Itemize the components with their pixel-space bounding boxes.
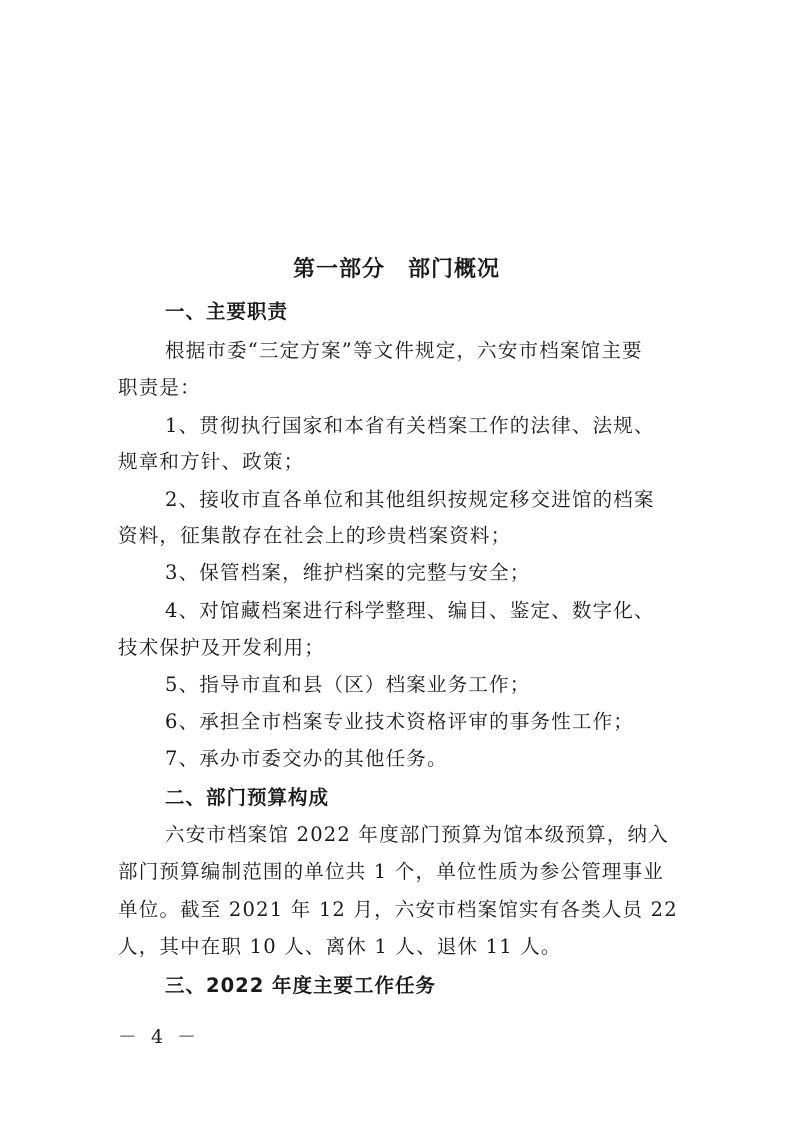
list-item: 3、保管档案，维护档案的完整与安全； (165, 561, 531, 584)
list-item-continuation: 技术保护及开发利用； (118, 636, 326, 659)
list-item: 2、接收市直各单位和其他组织按规定移交进馆的档案 (165, 488, 655, 511)
paragraph-line: 六安市档案馆 2022 年度部门预算为馆本级预算，纳入 (165, 823, 669, 846)
page-number: － 4 － (118, 1026, 201, 1048)
section-heading: 三、2022 年度主要工作任务 (165, 974, 437, 997)
paragraph-line: 根据市委“三定方案”等文件规定，六安市档案馆主要 (165, 339, 643, 362)
paragraph-line: 单位。截至 2021 年 12 月，六安市档案馆实有各类人员 22 (118, 898, 678, 921)
list-item: 7、承办市委交办的其他任务。 (165, 747, 448, 770)
section-heading: 二、部门预算构成 (165, 786, 330, 809)
list-item-continuation: 资料，征集散存在社会上的珍贵档案资料； (118, 524, 512, 547)
list-item: 1、贯彻执行国家和本省有关档案工作的法律、法规、 (165, 414, 655, 437)
list-item: 4、对馆藏档案进行科学整理、编目、鉴定、数字化、 (165, 599, 655, 622)
section-heading: 一、主要职责 (165, 300, 289, 323)
list-item-continuation: 规章和方针、政策； (118, 450, 305, 473)
list-item: 6、承担全市档案专业技术资格评审的事务性工作； (165, 710, 635, 733)
paragraph-line: 人，其中在职 10 人、离休 1 人、退休 11 人。 (118, 935, 562, 958)
paragraph-line: 部门预算编制范围的单位共 1 个，单位性质为参公管理事业 (118, 860, 664, 883)
list-item: 5、指导市直和县（区）档案业务工作； (165, 673, 531, 696)
page-title: 第一部分 部门概况 (292, 257, 500, 282)
paragraph-line: 职责是： (118, 376, 201, 399)
